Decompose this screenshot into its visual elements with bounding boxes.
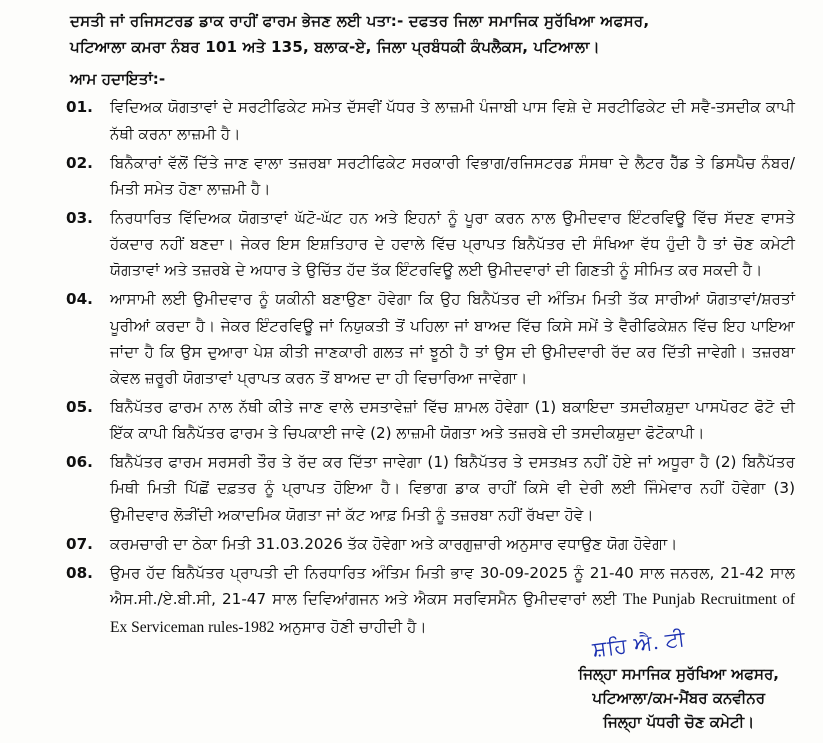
clause-text-suffix: ਅਨੁਸਾਰ ਹੋਣੀ ਚਾਹੀਦੀ ਹੈ।: [279, 617, 427, 636]
clause-item: [22, 205, 805, 283]
clause-item: [22, 94, 805, 146]
clause-number: 05.: [66, 397, 93, 416]
clause-number: 08.: [66, 563, 93, 582]
clause-number: 03.: [66, 208, 93, 227]
clause-text: ਬਿਨੈਪੱਤਰ ਫਾਰਮ ਸਰਸਰੀ ਤੌਰ ਤੇ ਰੱਦ ਕਰ ਦਿੱਤਾ ਜਾਵੇਗਾ (1) ਬਿਨੈਪੱਤਰ ਤੇ ਦਸਤਖ਼ਤ ਨਹੀਂ ਹੋਏ ਜਾਂ ਅਧੂਰਾ ਹੈ (2) ਬਿਨੈਪੱਤਰ ਮਿਥੀ ਮਿਤੀ ਪਿੱਛੋਂ ਦਫ਼ਤਰ ਨੂੰ ਪ੍ਰਾਪਤ ਹੋਇਆ ਹੈ। ਵਿਭਾਗ ਡਾਕ ਰਾਹੀਂ ਕਿਸੇ ਵੀ ਦੇਰੀ ਲਈ ਜਿੰਮੇਵਾਰ ਨਹੀਂ ਹੋਵੇਗਾ (3) ਉਮੀਦਵਾਰ ਲੋੜੀਂਦੀ ਅਕਾਦਮਿਕ ਯੋਗਤਾ ਜਾਂ ਕੱਟ ਆਫ਼ ਮਿਤੀ ਨੂੰ ਤਜ਼ਰਬਾ ਨਹੀਂ ਰੱਖਦਾ ਹੋਵੇ।: [110, 453, 795, 524]
clause-list: [22, 94, 805, 641]
clause-item: [22, 150, 805, 202]
clause-text: ਵਿਦਿਅਕ ਯੋਗਤਾਵਾਂ ਦੇ ਸਰਟੀਫਿਕੇਟ ਸਮੇਤ ਦੱਸਵੀਂ ਪੱਧਰ ਤੇ ਲਾਜ਼ਮੀ ਪੰਜਾਬੀ ਪਾਸ ਵਿਸ਼ੇ ਦੇ ਸਰਟੀਫਿਕੇਟ ਦੀ ਸਵੈ-ਤਸਦੀਕ ਕਾਪੀ ਨੱਥੀ ਕਰਨਾ ਲਾਜ਼ਮੀ ਹੈ।: [110, 98, 795, 143]
clause-text-latin: The Punjab Recruitment of Ex Serviceman rules-1982: [110, 590, 796, 636]
clause-item: [22, 560, 805, 641]
signature-line-1: ਜਿਲ੍ਹਾ ਸਮਾਜਿਕ ਸੁਰੱਖਿਆ ਅਫਸਰ,: [578, 665, 779, 684]
clause-text: [110, 560, 805, 641]
clause-text: ਆਸਾਮੀ ਲਈ ਉਮੀਦਵਾਰ ਨੂੰ ਯਕੀਨੀ ਬਣਾਉਣਾ ਹੋਵੇਗਾ ਕਿ ਉਹ ਬਿਨੈਪੱਤਰ ਦੀ ਅੰਤਿਮ ਮਿਤੀ ਤੱਕ ਸਾਰੀਆਂ ਯੋਗਤਾਵਾਂ/ਸ਼ਰਤਾਂ ਪੂਰੀਆਂ ਕਰਦਾ ਹੈ। ਜੇਕਰ ਇੰਟਰਵਿਊ ਜਾਂ ਨਿਯੁਕਤੀ ਤੋਂ ਪਹਿਲਾ ਜਾਂ ਬਾਅਦ ਵਿੱਚ ਕਿਸੇ ਸਮੇਂ ਤੇ ਵੈਰੀਫਿਕੇਸ਼ਨ ਵਿੱਚ ਇਹ ਪਾਇਆ ਜਾਂਦਾ ਹੈ ਕਿ ਉਸ ਦੁਆਰਾ ਪੇਸ਼ ਕੀਤੀ ਜਾਣਕਾਰੀ ਗਲਤ ਜਾਂ ਝੂਠੀ ਹੈ ਤਾਂ ਉਸ ਦੀ ਉਮੀਦਵਾਰੀ ਰੱਦ ਕਰ ਦਿੱਤੀ ਜਾਵੇਗੀ। ਤਜ਼ਰਬਾ ਕੇਵਲ ਜ਼ਰੂਰੀ ਯੋਗਤਾਵਾਂ ਪ੍ਰਾਪਤ ਕਰਨ ਤੋਂ ਬਾਅਦ ਦਾ ਹੀ ਵਿਚਾਰਿਆ ਜਾਵੇਗਾ।: [110, 290, 795, 387]
clause-text: ਕਰਮਚਾਰੀ ਦਾ ਠੇਕਾ ਮਿਤੀ 31.03.2026 ਤੱਕ ਹੋਵੇਗਾ ਅਤੇ ਕਾਰਗੁਜ਼ਾਰੀ ਅਨੁਸਾਰ ਵਧਾਉਣ ਯੋਗ ਹੋਵੇਗਾ।: [110, 534, 678, 553]
address-line-1: ਦਸਤੀ ਜਾਂ ਰਜਿਸਟਰਡ ਡਾਕ ਰਾਹੀਂ ਫਾਰਮ ਭੇਜਣ ਲਈ ਪਤਾ:- ਦਫਤਰ ਜਿਲਾ ਸਮਾਜਿਕ ਸੁਰੱਖਿਆ ਅਫਸਰ,: [70, 12, 650, 30]
document-body: [22, 8, 805, 736]
clause-text: ਨਿਰਧਾਰਿਤ ਵਿੱਦਿਅਕ ਯੋਗਤਾਵਾਂ ਘੱਟੋ-ਘੱਟ ਹਨ ਅਤੇ ਇਹਨਾਂ ਨੂੰ ਪੂਰਾ ਕਰਨ ਨਾਲ ਉਮੀਦਵਾਰ ਇੰਟਰਵਿਊ ਵਿੱਚ ਸੱਦਣ ਵਾਸਤੇ ਹੱਕਦਾਰ ਨਹੀਂ ਬਣਦਾ। ਜੇਕਰ ਇਸ ਇਸ਼ਤਿਹਾਰ ਦੇ ਹਵਾਲੇ ਵਿੱਚ ਪ੍ਰਾਪਤ ਬਿਨੈਪੱਤਰ ਦੀ ਸੰਖਿਆ ਵੱਧ ਹੁੰਦੀ ਹੈ ਤਾਂ ਚੋਣ ਕਮੇਟੀ ਯੋਗਤਾਵਾਂ ਅਤੇ ਤਜ਼ਰਬੇ ਦੇ ਅਧਾਰ ਤੇ ਉਚਿੱਤ ਹੱਦ ਤੱਕ ਇੰਟਰਵਿਊ ਲਈ ਉਮੀਦਵਾਰਾਂ ਦੀ ਗਿਣਤੀ ਨੂੰ ਸੀਮਿਤ ਕਰ ਸਕਦੀ ਹੈ।: [110, 208, 795, 280]
clause-item: [22, 449, 805, 527]
signature-line-2: ਪਟਿਆਲਾ/ਕਮ-ਮੈਂਬਰ ਕਨਵੀਨਰ: [592, 689, 766, 708]
general-instructions-heading: ਆਮ ਹਦਾਇਤਾਂ:-: [70, 70, 166, 89]
clause-item: [22, 286, 805, 391]
clause-number: 07.: [66, 534, 93, 553]
clause-item: [22, 531, 805, 557]
clause-number: 01.: [66, 98, 93, 117]
clause-text: ਬਿਨੈਪੱਤਰ ਫਾਰਮ ਨਾਲ ਨੱਥੀ ਕੀਤੇ ਜਾਣ ਵਾਲੇ ਦਸਤਾਵੇਜ਼ਾਂ ਵਿੱਚ ਸ਼ਾਮਲ ਹੋਵੇਗਾ (1) ਬਕਾਇਦਾ ਤਸਦੀਕਸ਼ੁਦਾ ਪਾਸਪੋਰਟ ਫੋਟੋ ਦੀ ਇੱਕ ਕਾਪੀ ਬਿਨੈਪੱਤਰ ਫਾਰਮ ਤੇ ਚਿਪਕਾਈ ਜਾਵੇ (2) ਲਾਜ਼ਮੀ ਯੋਗਤਾ ਅਤੇ ਤਜ਼ਰਬੇ ਦੀ ਤਸਦੀਕਸ਼ੁਦਾ ਫੋਟੋਕਾਪੀ।: [110, 397, 795, 443]
handwritten-signature: ਸ਼ਹਿ ਐ. ਟੀ: [590, 626, 688, 662]
signature-line-3: ਜਿਲ੍ਹਾ ਪੱਧਰੀ ਚੋਣ ਕਮੇਟੀ।: [603, 713, 755, 732]
signature-block: [578, 662, 779, 734]
address-block: [22, 8, 805, 60]
clause-number: 02.: [66, 153, 93, 172]
clause-item: [22, 394, 805, 446]
clause-text-main: ਉਮਰ ਹੱਦ ਬਿਨੈਪੱਤਰ ਪ੍ਰਾਪਤੀ ਦੀ ਨਿਰਧਾਰਿਤ ਅੰਤਿਮ ਮਿਤੀ ਭਾਵ 30-09-2025 ਨੂੰ 21-40 ਸਾਲ ਜਨਰਲ, 21-42 ਸਾਲ ਐਸ.ਸੀ./ਏ.ਬੀ.ਸੀ, 21-47 ਸਾਲ ਦਿਵਿਆਂਗਜਨ ਅਤੇ ਐਕਸ ਸਰਵਿਸਮੈਨ ਉਮੀਦਵਾਰਾਂ ਲਈ: [110, 563, 795, 608]
clause-number: 06.: [66, 453, 93, 472]
address-line-2: ਪਟਿਆਲਾ ਕਮਰਾ ਨੰਬਰ 101 ਅਤੇ 135, ਬਲਾਕ-ਏ, ਜਿਲਾ ਪ੍ਰਬੰਧਕੀ ਕੰਪਲੈਕਸ, ਪਟਿਆਲਾ।: [70, 38, 600, 57]
clause-number: 04.: [66, 290, 93, 309]
clause-text: ਬਿਨੈਕਾਰਾਂ ਵੱਲੋਂ ਦਿੱਤੇ ਜਾਣ ਵਾਲਾ ਤਜ਼ਰਬਾ ਸਰਟੀਫਿਕੇਟ ਸਰਕਾਰੀ ਵਿਭਾਗ/ਰਜਿਸਟਰਡ ਸੰਸਥਾ ਦੇ ਲੈਟਰ ਹੈੱਡ ਤੇ ਡਿਸਪੈਚ ਨੰਬਰ/ਮਿਤੀ ਸਮੇਤ ਹੋਣਾ ਲਾਜ਼ਮੀ ਹੈ।: [110, 153, 795, 198]
